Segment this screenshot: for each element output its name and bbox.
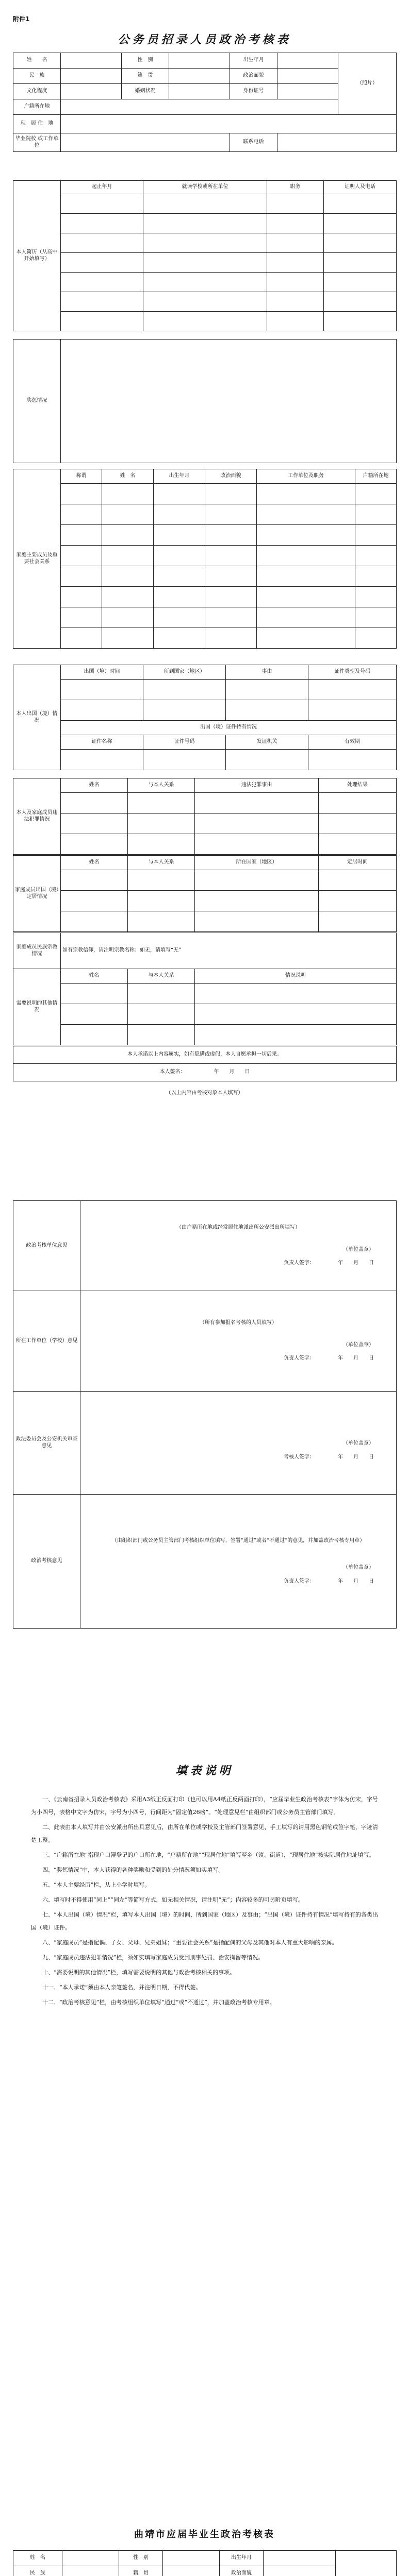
exit-table — [13, 665, 396, 770]
family-cell[interactable] — [257, 607, 355, 628]
value-party[interactable] — [277, 69, 338, 84]
opinion-seal-2: （单位盖章） — [343, 1342, 374, 1348]
family-cell[interactable] — [154, 607, 205, 628]
family-cell[interactable] — [61, 504, 102, 525]
criminal-cell[interactable] — [195, 834, 319, 855]
opinion-hint-2: （所有参加报名考核的人员填写） — [200, 1320, 277, 1326]
instructions-title-text: 填表说明 — [175, 1764, 234, 1777]
instruction-paragraph: 七、“本人出国（境）情况”栏，填写本人出国（境）的时间、所到国家（地区）及事由；“出国（境）证件持有情况”填写持有的各类出国（境）证件。 — [31, 1911, 378, 1931]
exit-doc-col-name: 证件名称 — [61, 735, 143, 750]
value-phone[interactable] — [277, 133, 397, 152]
others-table — [13, 969, 396, 1045]
opinion-cell-1[interactable] — [80, 1201, 397, 1291]
criminal-cell[interactable] — [319, 793, 397, 814]
others-col-name: 姓名 — [61, 969, 128, 984]
opinion-cell-2[interactable] — [80, 1291, 397, 1392]
opinion-seal-1: （单位盖章） — [343, 1246, 374, 1252]
resume-cell[interactable] — [267, 233, 324, 253]
value-household[interactable] — [61, 99, 338, 115]
f3-label-party: 政治面貌 — [220, 2566, 264, 2576]
exit-cell[interactable] — [226, 680, 308, 700]
criminal-col-result: 处理结果 — [319, 778, 397, 793]
exit-doc-col-validity: 有效期 — [308, 735, 397, 750]
resume-cell[interactable] — [143, 292, 267, 312]
resume-cell[interactable] — [267, 194, 324, 214]
opinion-label-2: 所在工作单位（学校）意见 — [13, 1291, 80, 1392]
criminal-cell[interactable] — [128, 814, 195, 834]
resume-cell[interactable] — [267, 292, 324, 312]
family-col-birth: 出生年月 — [154, 469, 205, 484]
resume-cell[interactable] — [324, 312, 397, 331]
resume-cell[interactable] — [61, 273, 143, 292]
family-cell[interactable] — [102, 525, 154, 546]
commitment-table — [13, 1046, 396, 1081]
family-exit-cell[interactable] — [195, 911, 319, 932]
religion-note[interactable]: 如有宗教信仰，请注明宗教名称；如无，请填写“无” — [61, 933, 397, 969]
exit-cell[interactable] — [226, 700, 308, 721]
label-marriage: 婚姻状况 — [122, 84, 169, 99]
resume-cell[interactable] — [61, 312, 143, 331]
form1-title — [13, 31, 396, 47]
family-cell[interactable] — [205, 566, 257, 587]
instruction-paragraph: 十一、“本人承诺”须由本人亲笔签名，并注明日期，不得代签。 — [42, 1984, 202, 1991]
exit-col-country: 所到国家（地区） — [143, 665, 226, 680]
family-col-unit: 工作单位及职务 — [257, 469, 355, 484]
family-cell[interactable] — [102, 484, 154, 504]
label-party: 政治面貌 — [230, 69, 277, 84]
others-cell[interactable] — [128, 1025, 195, 1045]
resume-cell[interactable] — [267, 253, 324, 273]
opinion-table — [13, 1200, 396, 1629]
family-cell[interactable] — [102, 628, 154, 649]
family-cell[interactable] — [61, 546, 102, 566]
family-cell[interactable] — [102, 607, 154, 628]
family-cell[interactable] — [257, 546, 355, 566]
family-cell[interactable] — [205, 504, 257, 525]
family-exit-cell[interactable] — [61, 911, 128, 932]
form1-basic-info-table — [13, 53, 396, 152]
family-exit-col-time: 定居时间 — [319, 856, 397, 870]
exit-cell[interactable] — [143, 680, 226, 700]
criminal-cell[interactable] — [61, 834, 128, 855]
opinion-seal-4: （单位盖章） — [343, 1565, 374, 1571]
opinion-label-1: 政治考核单位意见 — [13, 1201, 80, 1291]
family-cell[interactable] — [102, 546, 154, 566]
criminal-cell[interactable] — [319, 834, 397, 855]
value-ethnic[interactable] — [61, 69, 122, 84]
resume-cell[interactable] — [267, 273, 324, 292]
f3-value-party[interactable] — [264, 2566, 336, 2576]
resume-cell[interactable] — [143, 312, 267, 331]
f3-value-gender[interactable] — [163, 2551, 220, 2566]
family-cell[interactable] — [61, 628, 102, 649]
label-gender: 性 别 — [122, 53, 169, 69]
opinion-hint-4: （由组织部门或公务员主管部门考核组织单位填写，签署“通过”或者“不通过”的意见，并加盖政治考核专用章） — [111, 1537, 365, 1544]
label-native: 籍 贯 — [122, 69, 169, 84]
value-education[interactable] — [61, 84, 122, 99]
family-exit-col-relation: 与本人关系 — [128, 856, 195, 870]
family-cell[interactable] — [154, 566, 205, 587]
f3-value-native[interactable] — [163, 2566, 220, 2576]
family-cell[interactable] — [61, 607, 102, 628]
family-cell[interactable] — [154, 504, 205, 525]
family-cell[interactable] — [205, 546, 257, 566]
family-title: 家庭主要成员及重要社会关系 — [13, 469, 61, 649]
exit-title: 本人出国（境）情况 — [13, 665, 61, 770]
exit-doc-cell[interactable] — [143, 750, 226, 770]
form3-title-text: 曲靖市应届毕业生政治考核表 — [134, 2529, 275, 2540]
exit-col-reason: 事由 — [226, 665, 308, 680]
instruction-paragraph: 三、“户籍所在地”指现户口簿登记的户口所在地，“户籍所在地”“现居住地”填写至乡（镇、街道），“现居住地”按实际居住地址填写。 — [42, 1852, 375, 1858]
opinion-label-3: 政法委员会及公安机关审查意见 — [13, 1392, 80, 1495]
criminal-cell[interactable] — [195, 814, 319, 834]
family-cell[interactable] — [61, 525, 102, 546]
exit-col-doc: 证件类型及号码 — [308, 665, 397, 680]
others-title: 需要说明的其他情况 — [13, 969, 61, 1045]
family-cell[interactable] — [61, 587, 102, 607]
family-col-name: 姓 名 — [102, 469, 154, 484]
family-cell[interactable] — [355, 504, 397, 525]
label-id: 身份证号 — [230, 84, 277, 99]
exit-cell[interactable] — [143, 700, 226, 721]
exit-doc-cell[interactable] — [308, 750, 397, 770]
family-cell[interactable] — [355, 546, 397, 566]
f3-label-gender: 性 别 — [119, 2551, 163, 2566]
family-cell[interactable] — [257, 504, 355, 525]
exit-cell[interactable] — [61, 680, 143, 700]
family-exit-cell[interactable] — [319, 891, 397, 911]
family-exit-cell[interactable] — [128, 870, 195, 891]
family-exit-cell[interactable] — [195, 891, 319, 911]
resume-cell[interactable] — [267, 312, 324, 331]
form1-title-text: 公务员招录人员政治考核表 — [118, 33, 291, 46]
others-cell[interactable] — [61, 1004, 128, 1025]
commitment-text: 本人承诺以上内容属实，如有隐瞒或虚假，本人自愿承担一切后果。 — [13, 1046, 397, 1064]
others-cell[interactable] — [195, 1004, 397, 1025]
criminal-cell[interactable] — [128, 834, 195, 855]
family-col-title: 称谓 — [61, 469, 102, 484]
value-birth[interactable] — [277, 53, 338, 69]
opinion-sig-3: 考核人签字： 年 月 日 — [284, 1454, 374, 1460]
family-cell[interactable] — [355, 525, 397, 546]
instruction-paragraph: 六、填写时不得使用“同上”“同左”等简写方式，如无相关情况，请注明“无”；内容较多的可另附页填写。 — [42, 1896, 304, 1903]
form1-bottom-note: （以上内容由考核对象本人填写） — [166, 1090, 243, 1096]
opinion-sig-4: 负责人签字： 年 月 日 — [284, 1578, 374, 1584]
family-col-household: 户籍所在地 — [355, 469, 397, 484]
rewards-table — [13, 339, 396, 463]
others-cell[interactable] — [128, 1004, 195, 1025]
instruction-paragraph: 二、此表由本人填写并由公安派出所出具意见后，由所在单位或学校及主管部门签署意见，手工填写的请用黑色钢笔或签字笔，字迹清楚工整。 — [31, 1824, 378, 1843]
family-exit-cell[interactable] — [128, 911, 195, 932]
resume-cell[interactable] — [324, 233, 397, 253]
resume-cell[interactable] — [61, 253, 143, 273]
label-ethnic: 民 族 — [13, 69, 61, 84]
f3-label-birth: 出生年月 — [220, 2551, 264, 2566]
f3-value-name[interactable] — [62, 2551, 119, 2566]
family-cell[interactable] — [154, 484, 205, 504]
instruction-paragraph: 一、《云南省招录人员政治考核表》采用A3纸正反面打印（也可以用A4纸正反两面打印），“应届毕业生政治考核表”字体为仿宋，字号为小四号，表格中文字为仿宋，字号为小四号，行间距为“固定值26磅”。“处理意见栏”由组织部门或公务员主管部门填写。 — [31, 1796, 378, 1816]
family-exit-cell[interactable] — [61, 870, 128, 891]
resume-cell[interactable] — [143, 273, 267, 292]
criminal-title: 本人及家庭成员违法犯罪情况 — [13, 778, 61, 855]
family-exit-cell[interactable] — [319, 911, 397, 932]
instructions-title — [13, 1762, 396, 1778]
exit-doc-cell[interactable] — [226, 750, 308, 770]
exit-cell[interactable] — [308, 700, 397, 721]
rewards-label: 奖惩情况 — [13, 340, 61, 463]
others-cell[interactable] — [195, 984, 397, 1004]
resume-cell[interactable] — [143, 253, 267, 273]
family-exit-cell[interactable] — [195, 870, 319, 891]
label-name: 姓 名 — [13, 53, 61, 69]
family-cell[interactable] — [355, 484, 397, 504]
ethnic-table — [13, 933, 396, 969]
family-exit-col-name: 姓名 — [61, 856, 128, 870]
f3-photo-box — [336, 2551, 397, 2576]
family-cell[interactable] — [102, 504, 154, 525]
family-cell[interactable] — [205, 525, 257, 546]
family-cell[interactable] — [257, 484, 355, 504]
criminal-cell[interactable] — [61, 814, 128, 834]
family-exit-title: 家庭成员出国（境）定居情况 — [13, 856, 61, 932]
exit-doc-cell[interactable] — [61, 750, 143, 770]
f3-value-ethnic[interactable] — [62, 2566, 119, 2576]
family-cell[interactable] — [154, 628, 205, 649]
label-school-unit: 毕业院校 或工作单位 — [13, 133, 61, 152]
resume-cell[interactable] — [61, 194, 143, 214]
criminal-col-name: 姓名 — [61, 778, 128, 793]
family-exit-cell[interactable] — [61, 891, 128, 911]
commitment-signature[interactable]: 本人签名： 年 月 日 — [13, 1064, 397, 1081]
family-exit-col-country: 所在国家（地区） — [195, 856, 319, 870]
rewards-value[interactable] — [61, 340, 397, 463]
resume-cell[interactable] — [143, 194, 267, 214]
f3-label-name: 姓 名 — [13, 2551, 62, 2566]
resume-cell[interactable] — [267, 214, 324, 233]
exit-cell[interactable] — [308, 680, 397, 700]
f3-label-ethnic: 民 族 — [13, 2566, 62, 2576]
opinion-sig-1: 负责人签字： 年 月 日 — [284, 1260, 374, 1266]
family-cell[interactable] — [61, 484, 102, 504]
family-cell[interactable] — [355, 587, 397, 607]
family-cell[interactable] — [205, 628, 257, 649]
family-cell[interactable] — [355, 607, 397, 628]
family-cell[interactable] — [61, 566, 102, 587]
exit-cell[interactable] — [61, 700, 143, 721]
label-birth: 出生年月 — [230, 53, 277, 69]
value-school-unit[interactable] — [61, 133, 230, 152]
instructions-body — [31, 1793, 378, 2011]
resume-cell[interactable] — [61, 214, 143, 233]
resume-title: 本人简历（从高中开始填写） — [13, 181, 61, 331]
attachment-label: 附件1 — [13, 15, 30, 23]
value-name[interactable] — [61, 53, 122, 69]
family-exit-table — [13, 855, 396, 932]
opinion-hint-1: （由户籍所在地或经常居住地派出所公安派出所填写） — [176, 1225, 300, 1231]
family-cell[interactable] — [257, 525, 355, 546]
family-cell[interactable] — [205, 607, 257, 628]
f3-label-native: 籍 贯 — [119, 2566, 163, 2576]
resume-col-position: 职务 — [267, 181, 324, 194]
family-cell[interactable] — [355, 628, 397, 649]
family-table — [13, 469, 396, 649]
resume-col-period: 起止年月 — [61, 181, 143, 194]
resume-cell[interactable] — [143, 233, 267, 253]
family-col-party: 政治面貌 — [205, 469, 257, 484]
criminal-cell[interactable] — [61, 793, 128, 814]
resume-cell[interactable] — [324, 214, 397, 233]
family-cell[interactable] — [205, 587, 257, 607]
resume-col-witness: 证明人及电话 — [324, 181, 397, 194]
criminal-cell[interactable] — [128, 793, 195, 814]
others-cell[interactable] — [61, 1025, 128, 1045]
value-native[interactable] — [169, 69, 230, 84]
exit-col-time: 出国（境）时间 — [61, 665, 143, 680]
form3-table — [13, 2550, 396, 2576]
opinion-cell-3[interactable] — [80, 1392, 397, 1495]
value-marriage[interactable] — [169, 84, 230, 99]
resume-cell[interactable] — [324, 194, 397, 214]
instruction-paragraph: 十二、“政治考核意见”栏，由考核组织单位填写“通过”或“不通过”，并加盖政治考核专用章。 — [42, 1999, 275, 2006]
opinion-cell-4[interactable] — [80, 1495, 397, 1629]
exit-doc-col-number: 证件号码 — [143, 735, 226, 750]
value-gender[interactable] — [169, 53, 230, 69]
resume-cell[interactable] — [324, 292, 397, 312]
others-col-relation: 与本人关系 — [128, 969, 195, 984]
resume-cell[interactable] — [143, 214, 267, 233]
resume-cell[interactable] — [324, 253, 397, 273]
resume-cell[interactable] — [61, 233, 143, 253]
criminal-cell[interactable] — [195, 793, 319, 814]
label-household: 户籍所在地 — [13, 99, 61, 115]
instruction-paragraph: 十、“需要说明的其他情况”栏，填写需要说明的其他与政治考核相关的事项。 — [42, 1969, 236, 1976]
family-cell[interactable] — [257, 628, 355, 649]
family-cell[interactable] — [154, 525, 205, 546]
label-current-addr: 现 居 住 地 — [13, 115, 61, 133]
resume-table — [13, 180, 396, 331]
exit-doc-col-issuer: 发证机关 — [226, 735, 308, 750]
family-cell[interactable] — [154, 587, 205, 607]
family-exit-cell[interactable] — [128, 891, 195, 911]
opinion-label-4: 政治考核意见 — [13, 1495, 80, 1629]
family-cell[interactable] — [257, 587, 355, 607]
label-education: 文化程度 — [13, 84, 61, 99]
value-id[interactable] — [277, 84, 338, 99]
instruction-paragraph: 五、“本人主要经历”栏，从上小学时填写。 — [42, 1882, 151, 1888]
photo-box: （照片） — [338, 53, 397, 115]
criminal-col-reason: 违法犯罪事由 — [195, 778, 319, 793]
criminal-col-relation: 与本人关系 — [128, 778, 195, 793]
family-cell[interactable] — [102, 566, 154, 587]
resume-cell[interactable] — [324, 273, 397, 292]
others-cell[interactable] — [128, 984, 195, 1004]
criminal-cell[interactable] — [319, 814, 397, 834]
opinion-seal-3: （单位盖章） — [343, 1440, 374, 1446]
family-cell[interactable] — [102, 587, 154, 607]
others-cell[interactable] — [61, 984, 128, 1004]
family-exit-cell[interactable] — [319, 870, 397, 891]
others-col-desc: 情况说明 — [195, 969, 397, 984]
label-phone: 联系电话 — [230, 133, 277, 152]
resume-cell[interactable] — [61, 292, 143, 312]
form3-title — [13, 2527, 396, 2540]
family-cell[interactable] — [154, 546, 205, 566]
opinion-sig-2: 负责人签字： 年 月 日 — [284, 1355, 374, 1362]
f3-value-birth[interactable] — [264, 2551, 336, 2566]
family-cell[interactable] — [355, 566, 397, 587]
value-current-addr[interactable] — [61, 115, 397, 133]
instruction-paragraph: 八、“家庭成员”是指配偶、子女、父母、兄弟姐妹；“重要社会关系”是指配偶的父母及其他对本人有重大影响的亲属。 — [42, 1939, 338, 1946]
resume-col-school: 就读学校或所在单位 — [143, 181, 267, 194]
instruction-paragraph: 九、“家庭成员违法犯罪情况”栏，须如实填写家庭成员受到刑事处罚、治安拘留等情况。 — [42, 1954, 264, 1961]
instruction-paragraph: 四、“奖惩情况”中，本人获得的各种奖励和受到的处分情况须如实填写。 — [42, 1867, 224, 1873]
family-cell[interactable] — [257, 566, 355, 587]
ethnic-eval-label: 家庭成员民族宗教情况 — [13, 933, 61, 969]
family-cell[interactable] — [205, 484, 257, 504]
criminal-table — [13, 778, 396, 855]
exit-sub-title: 出国（境）证件持有情况 — [61, 721, 397, 735]
others-cell[interactable] — [195, 1025, 397, 1045]
